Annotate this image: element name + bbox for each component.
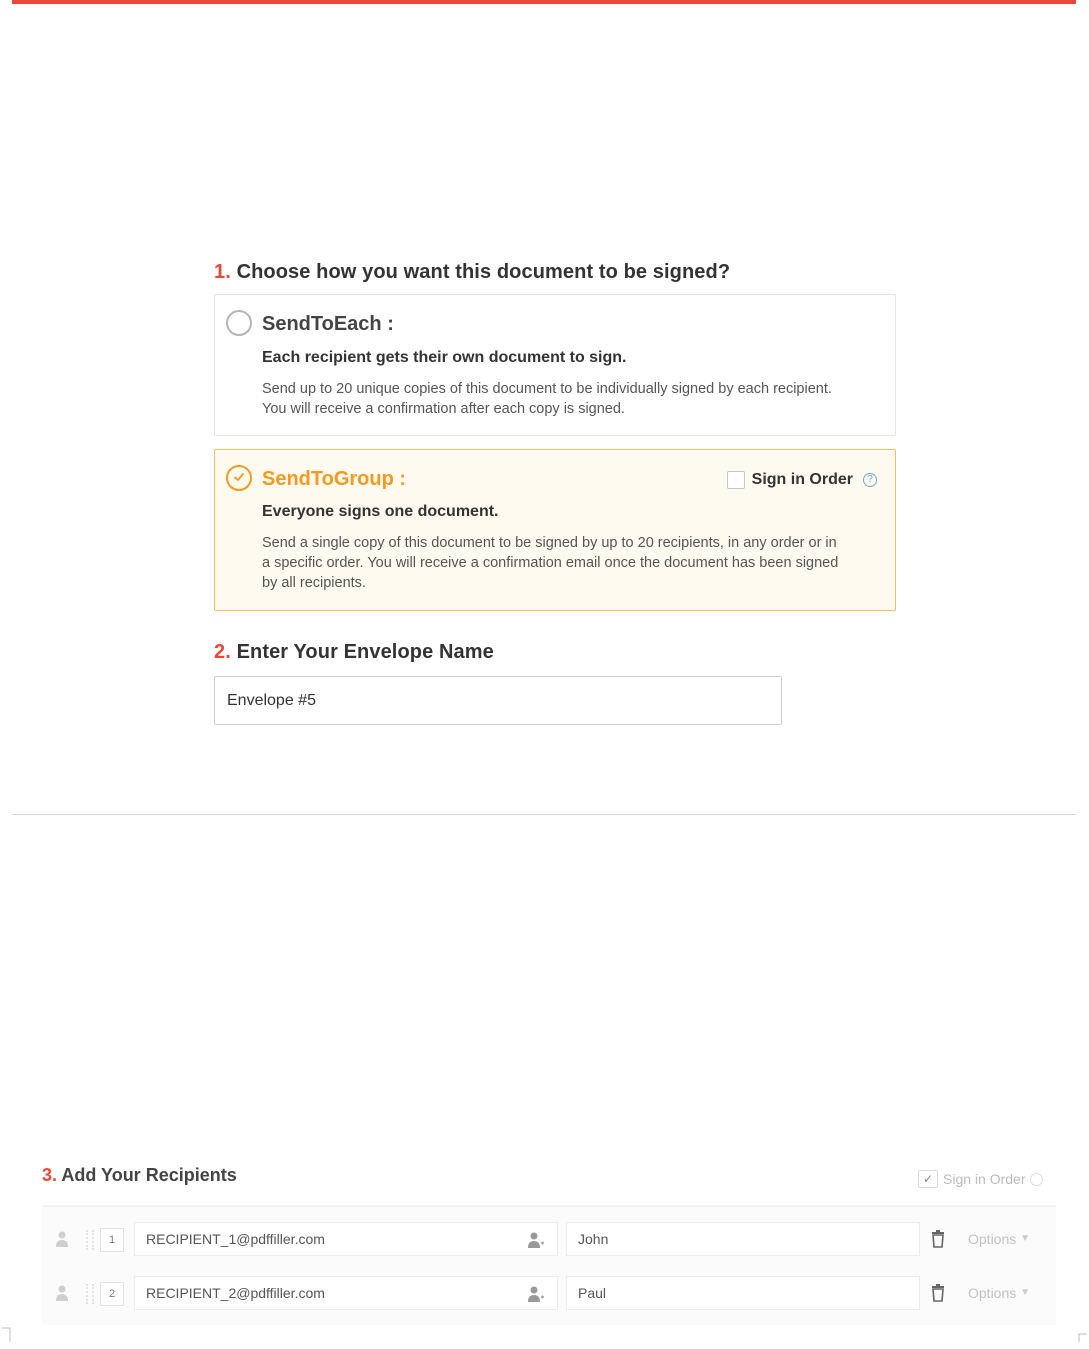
sign-in-order-control (727, 470, 877, 490)
envelope-name-input[interactable] (214, 676, 782, 725)
send-to-group-description (262, 533, 838, 593)
section-divider (12, 814, 1076, 815)
recipient-options-label: Options (968, 1231, 1017, 1247)
send-to-group-desc-line2: a specific order. You will receive a confirmation email once the document has been signed (262, 555, 839, 571)
recipient-options-dropdown[interactable] (958, 1222, 1040, 1256)
recipient-name-input[interactable]: John (566, 1222, 920, 1256)
send-to-group-radio[interactable] (226, 465, 252, 491)
person-icon (55, 1284, 69, 1302)
recipient-order[interactable]: 1 (100, 1228, 124, 1252)
step2-number: 2. (214, 641, 231, 663)
step1-title: Choose how you want this document to be signed? (236, 261, 731, 283)
drag-handle-icon[interactable] (86, 1284, 94, 1304)
step1-number: 1. (214, 261, 231, 283)
send-to-group-subtitle: Everyone signs one document. (262, 503, 499, 520)
question-circle-icon[interactable] (1030, 1173, 1043, 1186)
option-send-to-group[interactable] (214, 449, 896, 611)
recipient-options-dropdown[interactable] (958, 1276, 1040, 1310)
send-to-each-desc-line2: You will receive a confirmation after each copy is signed. (262, 401, 625, 417)
send-to-each-subtitle: Each recipient gets their own document to sign. (262, 349, 627, 366)
recipient-name-input[interactable]: Paul (566, 1276, 920, 1310)
person-icon (55, 1230, 69, 1248)
question-circle-icon[interactable]: ? (863, 473, 877, 487)
step2-heading (214, 641, 494, 664)
recipients-sign-in-order (918, 1170, 1043, 1188)
add-recipients-section (0, 1150, 1089, 1349)
crop-mark-right (1077, 1326, 1087, 1342)
step3-heading (42, 1165, 237, 1186)
recipient-email-input[interactable]: RECIPIENT_2@pdffiller.com (134, 1276, 558, 1310)
send-to-group-desc-line1: Send a single copy of this document to be signed by up to 20 recipients, in any order or in (262, 535, 837, 551)
step1-heading (214, 261, 730, 284)
checkmark-icon (233, 471, 245, 483)
send-to-group-desc-line3: by all recipients. (262, 575, 366, 591)
add-contact-icon[interactable] (527, 1231, 545, 1249)
drag-handle-icon[interactable] (86, 1230, 94, 1250)
recipients-table (42, 1205, 1056, 1325)
chevron-down-icon: ▼ (1020, 1287, 1030, 1298)
step3-title: Add Your Recipients (61, 1165, 237, 1185)
send-to-each-desc-line1: Send up to 20 unique copies of this document to be individually signed by each recipient. (262, 381, 832, 397)
recipient-options-label: Options (968, 1285, 1017, 1301)
recipients-sign-in-order-label: Sign in Order (943, 1171, 1026, 1187)
send-to-each-radio[interactable] (226, 310, 252, 336)
trash-icon[interactable] (930, 1282, 946, 1302)
send-to-each-description (262, 379, 832, 419)
trash-icon[interactable] (930, 1228, 946, 1248)
recipients-sign-in-order-checkbox[interactable]: ✓ (918, 1170, 938, 1188)
crop-mark-left (2, 1326, 12, 1342)
chevron-down-icon: ▼ (1020, 1233, 1030, 1244)
step2-title: Enter Your Envelope Name (236, 641, 494, 663)
option-send-to-each[interactable] (214, 294, 896, 436)
recipient-email-input[interactable]: RECIPIENT_1@pdffiller.com (134, 1222, 558, 1256)
recipient-row (42, 1218, 1056, 1262)
top-accent-bar (12, 0, 1076, 4)
sign-in-order-label: Sign in Order (751, 471, 853, 488)
recipient-row (42, 1272, 1056, 1316)
send-to-each-title: SendToEach : (262, 313, 394, 335)
recipient-order[interactable]: 2 (100, 1282, 124, 1306)
sign-in-order-checkbox[interactable] (727, 471, 745, 489)
step3-number: 3. (42, 1165, 58, 1185)
send-to-group-title: SendToGroup : (262, 468, 407, 490)
add-contact-icon[interactable] (527, 1285, 545, 1303)
